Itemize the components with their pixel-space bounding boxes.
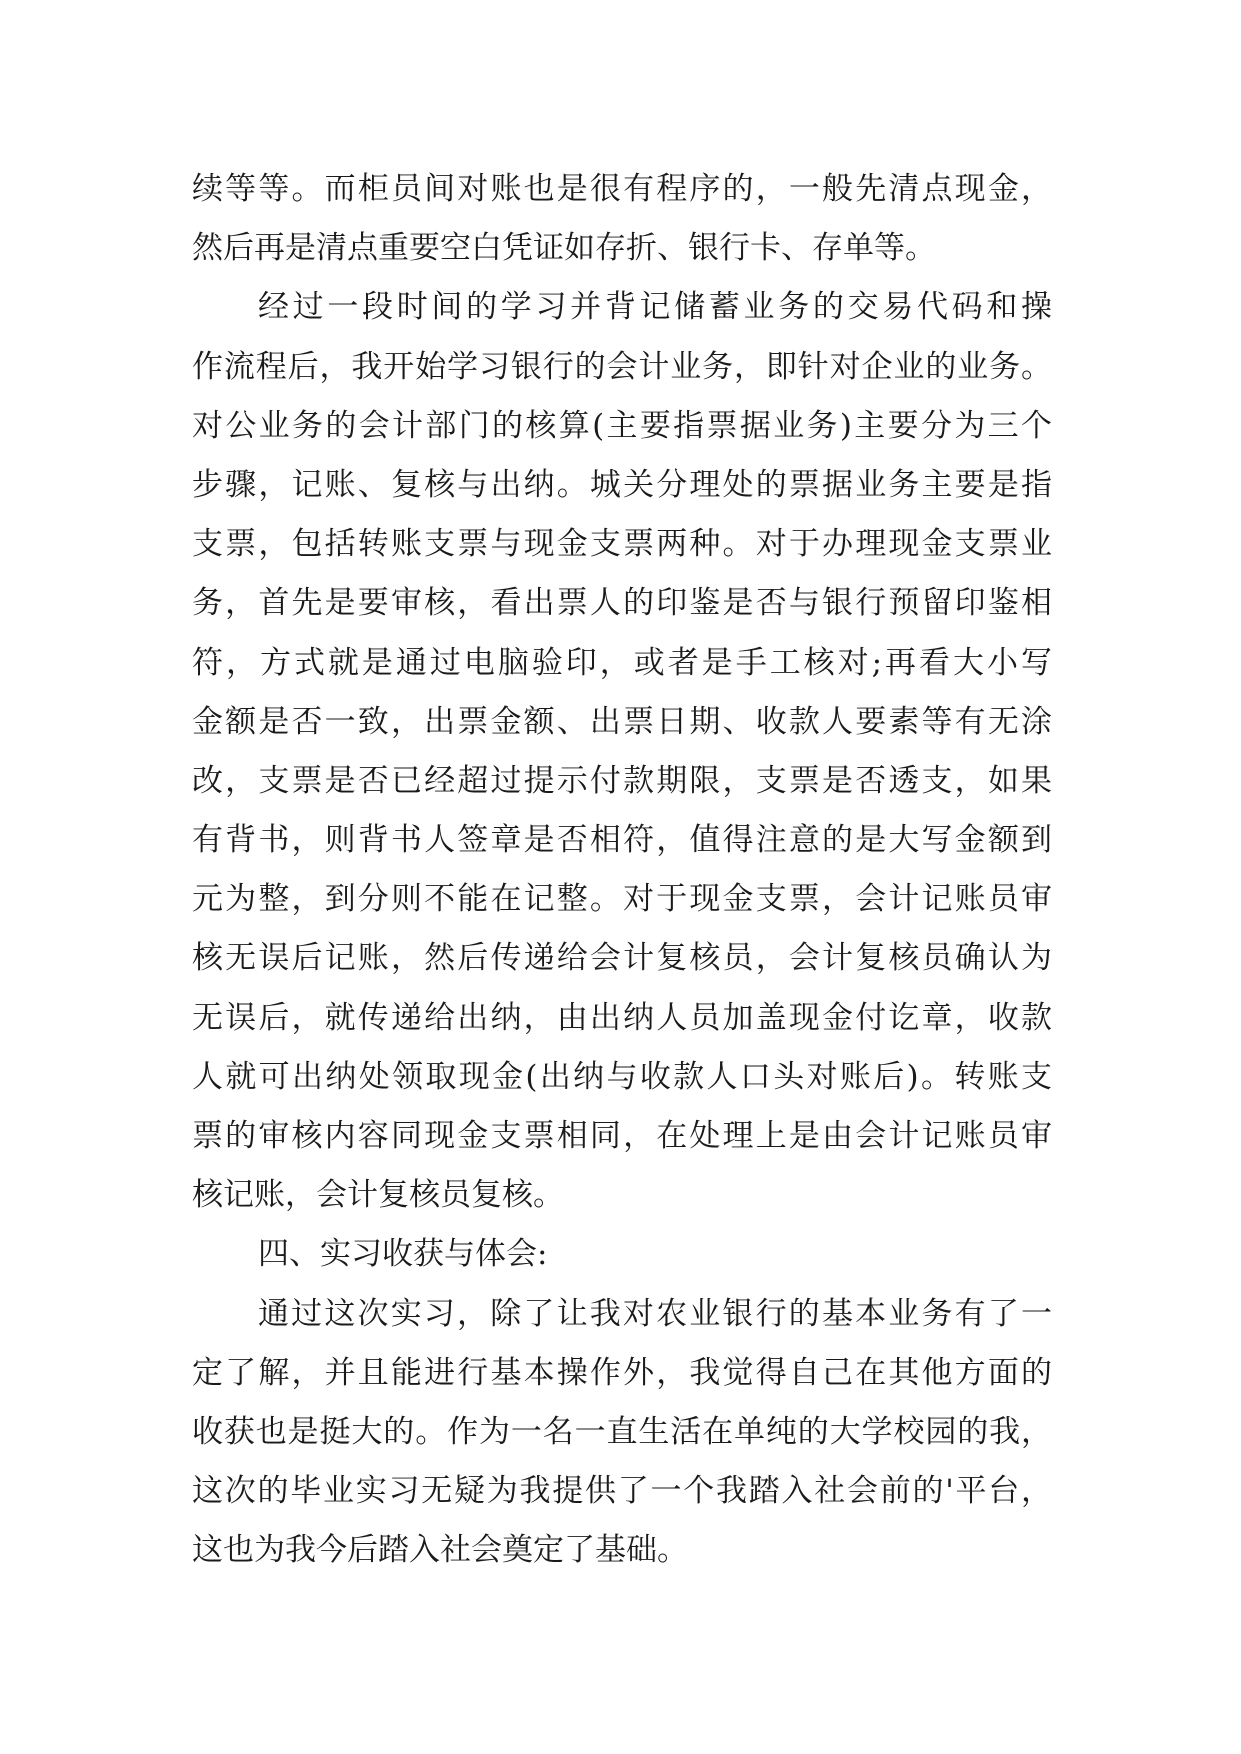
text-line: 作流程后，我开始学习银行的会计业务，即针对企业的业务。 (192, 348, 1052, 385)
text-line: 金额是否一致，出票金额、出票日期、收款人要素等有无涂 (192, 703, 1052, 740)
text-line: 定了解，并且能进行基本操作外，我觉得自己在其他方面的 (192, 1354, 1052, 1391)
text-line: 这次的毕业实习无疑为我提供了一个我踏入社会前的'平台， (192, 1473, 1052, 1510)
text-line: 续等等。而柜员间对账也是很有程序的，一般先清点现金， (192, 171, 1052, 207)
text-line: 务，首先是要审核，看出票人的印鉴是否与银行预留印鉴相 (192, 585, 1052, 622)
text-line: 然后再是清点重要空白凭证如存折、银行卡、存单等。 (192, 230, 936, 267)
text-line: 改，支票是否已经超过提示付款期限，支票是否透支，如果 (192, 762, 1052, 799)
text-line: 步骤，记账、复核与出纳。城关分理处的票据业务主要是指 (192, 466, 1052, 503)
text-line: 有背书，则背书人签章是否相符，值得注意的是大写金额到 (192, 822, 1052, 859)
text-line: 经过一段时间的学习并背记储蓄业务的交易代码和操 (258, 289, 1052, 326)
text-line: 票的审核内容同现金支票相同，在处理上是由会计记账员审 (192, 1118, 1052, 1154)
text-line: 支票，包括转账支票与现金支票两种。对于办理现金支票业 (192, 526, 1052, 563)
text-line: 收获也是挺大的。作为一名一直生活在单纯的大学校园的我， (192, 1413, 1052, 1450)
body-text (192, 160, 1052, 1581)
text-line: 核记账，会计复核员复核。 (192, 1177, 564, 1214)
text-line: 人就可出纳处领取现金(出纳与收款人口头对账后)。转账支 (192, 1058, 1052, 1095)
text-line: 这也为我今后踏入社会奠定了基础。 (192, 1532, 688, 1569)
text-line: 核无误后记账，然后传递给会计复核员，会计复核员确认为 (192, 940, 1052, 977)
text-line: 符，方式就是通过电脑验印，或者是手工核对;再看大小写 (192, 644, 1052, 681)
text-line: 四、实习收获与体会: (258, 1236, 548, 1273)
text-line: 对公业务的会计部门的核算(主要指票据业务)主要分为三个 (192, 407, 1052, 444)
text-line: 元为整，到分则不能在记整。对于现金支票，会计记账员审 (192, 881, 1052, 918)
text-line: 无误后，就传递给出纳，由出纳人员加盖现金付讫章，收款 (192, 999, 1052, 1036)
text-line: 通过这次实习，除了让我对农业银行的基本业务有了一 (258, 1295, 1052, 1332)
